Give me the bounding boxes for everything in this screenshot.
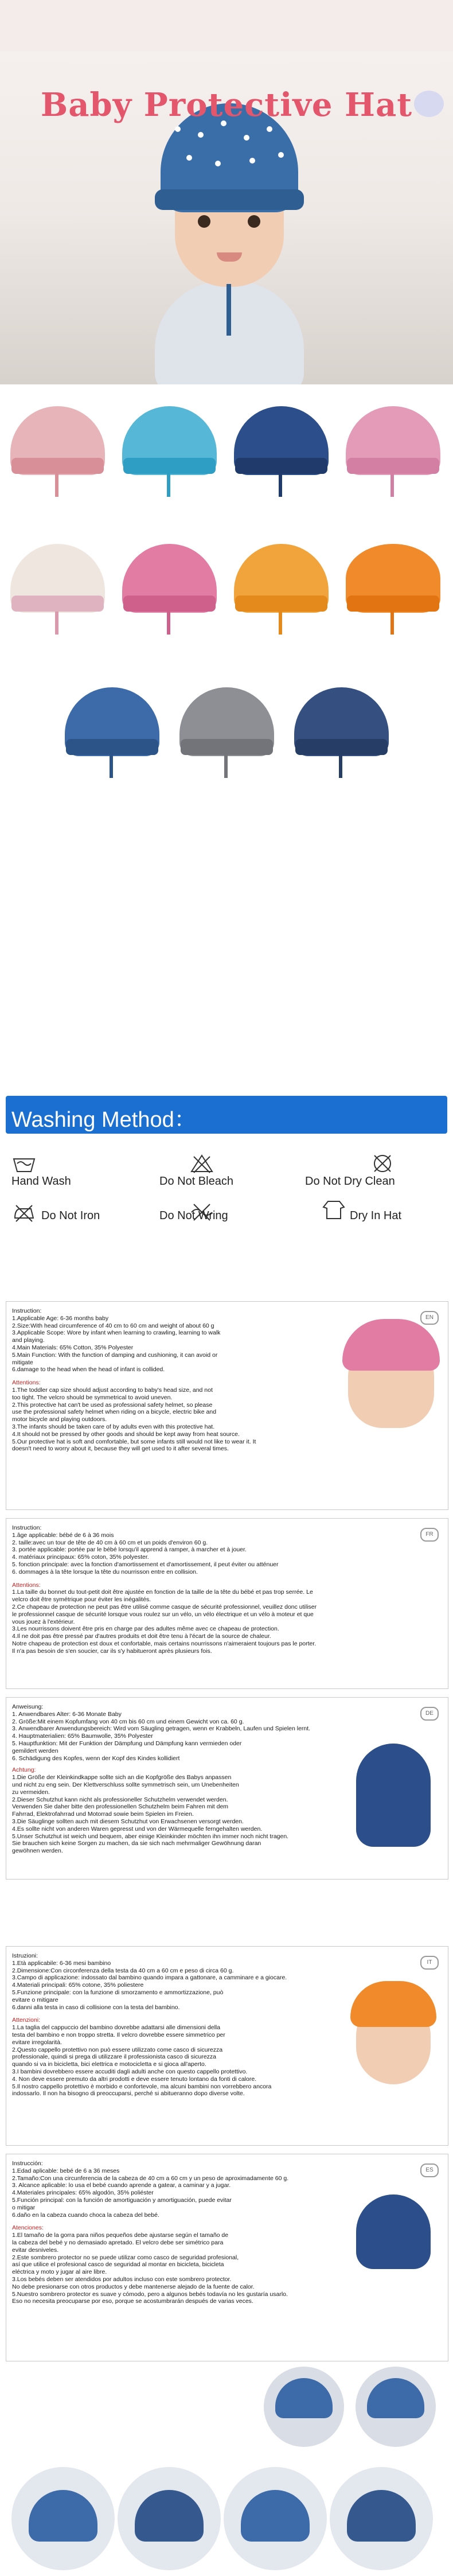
- strap: [167, 612, 170, 635]
- hat-star-pattern: [175, 126, 181, 132]
- lang-badge-fr: FR: [420, 1528, 439, 1542]
- band: [235, 458, 327, 474]
- strap: [390, 474, 394, 497]
- text-line: evitare o mitigare: [12, 1996, 58, 2003]
- instructions-es: [6, 2154, 448, 2361]
- product-pink-polka[interactable]: [340, 396, 446, 502]
- text-line: 2.Dieser Schutzhut kann nicht als professioneller Schutzhelm verwendet werden.: [12, 1796, 228, 1803]
- bottom-photo-2: [118, 2467, 221, 2570]
- text-line: 3.Die Säuglinge sollten auch mit diesem Schutzhut von Erwachsenen versorgt werden.: [12, 1818, 244, 1825]
- hero-sky: [0, 0, 453, 52]
- text-line: gewöhnen werden.: [12, 1847, 63, 1855]
- text-line: 4.Es sollte nicht von anderen Waren gepresst und von der Wärmequelle ferngehalten werden.: [12, 1825, 263, 1832]
- text-line: No debe presionarse con otros productos y debe mantenerse alejado de la fuente de calor.: [12, 2283, 255, 2290]
- text-line: 5. fonction principale: avec la fonction d'amortissement et d'amortissement, il peut éviter ou atténuer: [12, 1561, 279, 1568]
- attention-title: Attentions:: [12, 1379, 41, 1387]
- text-line: 6.damage to the head when the head of infant is collided.: [12, 1366, 165, 1373]
- hat-strap: [226, 284, 231, 336]
- text-line: Eso no necesita preocuparse por eso, porque se acostumbrarán después de varias veces.: [12, 2298, 253, 2305]
- band: [295, 739, 388, 755]
- text-line: 3.Los bebés deben ser atendidos por adultos incluso con este sombrero protector.: [12, 2275, 232, 2283]
- text-line: 5.Unser Schutzhut ist weich und bequem, aber einige Kleinkinder möchten ihn immer noch nicht tragen.: [12, 1832, 289, 1840]
- strap: [279, 612, 282, 635]
- no-iron-icon: [11, 1202, 37, 1223]
- band: [11, 458, 104, 474]
- text-line: 2.Size:With head circumference of 40 cm to 60 cm and weight of about 60 g: [12, 1322, 214, 1329]
- text-line: Verwenden Sie daher bitte den professionellen Schutzhelm beim Fahren mit dem: [12, 1803, 229, 1811]
- text-line: Instrucción:: [12, 2160, 43, 2167]
- text-line: 4. matériaux principaux: 65% coton, 35% polyester.: [12, 1554, 149, 1561]
- instructions-it: [6, 1946, 448, 2146]
- text-line: 5.Función principal: con la función de amortiguación y amortiguación, puede evitar: [12, 2196, 232, 2204]
- text-line: and playing.: [12, 1337, 45, 1344]
- text-line: 1.Die Größe der Kleinkindkappe sollte sich an die Kopfgröße des Babys anpassen: [12, 1774, 232, 1781]
- text-line: Sie brauchen sich keine Sorgen zu machen, da sie sich nach mehrmaliger Gewöhnung daran: [12, 1840, 261, 1847]
- text-line: 1.El tamaño de la gorra para niños pequeños debe ajustarse según el tamaño de: [12, 2232, 229, 2239]
- instructions-es-text: [12, 2160, 288, 2305]
- text-line: 1.Applicable Age: 6-36 months baby: [12, 1314, 109, 1322]
- no-dry-clean-icon: [370, 1153, 395, 1174]
- text-line: 5.Nuestro sombrero protector es suave y cómodo, pero a algunos bebés todavía no les gustaría usarlo.: [12, 2290, 288, 2298]
- wash-label-no-wring: Do Not Wring: [159, 1209, 228, 1222]
- strap: [339, 755, 342, 778]
- text-line: le professionnel casque de sécurité lorsque vous roulez sur un vélo, un vélo électrique et un vélo à moteur et que: [12, 1610, 314, 1618]
- text-line: 3.Les nourrissons doivent être pris en charge par des adultes même avec ce chapeau de protection.: [12, 1625, 279, 1633]
- washing-title: Washing Method：: [11, 1108, 196, 1132]
- text-line: 2. Größe:Mit einem Kopfumfang von 40 cm bis 60 cm und einem Gewicht von ca. 60 g.: [12, 1718, 244, 1725]
- hat: [29, 2490, 97, 2542]
- lang-badge-de: DE: [420, 1707, 439, 1721]
- bottom-photo-1: [11, 2467, 115, 2570]
- text-line: evitare irregolarità.: [12, 2038, 62, 2046]
- text-line: la cabeza del bebé y no demasiado apretado. El velcro debe ser simétrico para: [12, 2239, 224, 2246]
- text-line: Notre chapeau de protection est doux et confortable, mais certains nourrissons n'aimeraient toujours pas le porter.: [12, 1640, 317, 1647]
- instructions-en: [6, 1301, 448, 1510]
- instructions-de: [6, 1697, 448, 1880]
- band: [11, 596, 104, 612]
- band: [181, 739, 273, 755]
- band: [123, 596, 216, 612]
- text-line: 3.I bambini dovrebbero essere accuditi dagli adulti anche con questo cappello protettivo.: [12, 2068, 248, 2075]
- text-line: 2.Dimensione:Con circonferenza della testa da 40 cm a 60 cm e peso di circa 60 g.: [12, 1967, 234, 1974]
- text-line: 1.âge applicable: bébé de 6 à 36 mois: [12, 1531, 114, 1539]
- text-line: und nicht zu eng sein. Der Klettverschluss sollte symmetrisch sein, um Unebenheiten: [12, 1781, 239, 1788]
- text-line: 5.Main Function: With the function of damping and cushioning, it can avoid or: [12, 1351, 218, 1359]
- product-white-pattern[interactable]: [5, 534, 111, 640]
- hat: [135, 2490, 204, 2542]
- wash-label-hand-wash: Hand Wash: [11, 1175, 71, 1188]
- text-line: 1.The toddler cap size should adjust according to baby's head size, and not: [12, 1386, 213, 1394]
- strap: [390, 612, 394, 635]
- attention-title: Atenciones:: [12, 2224, 44, 2232]
- strap: [55, 474, 58, 497]
- text-line: 2.Ce chapeau de protection ne peut pas être utilisé comme casque de sécurité professionnel, veuillez donc utiliser: [12, 1603, 317, 1610]
- text-line: Fahrrad, Elektrofahrrad und Motorrad sowie beim Spielen im Freien.: [12, 1811, 194, 1818]
- text-line: 5.Our protective hat is soft and comfortable, but some infants still would not like to wear it. It: [12, 1438, 256, 1445]
- dry-in-hat-icon: [321, 1199, 346, 1220]
- bottom-photo-4: [330, 2467, 433, 2570]
- text-line: así que utilice el profesional casco de seguridad al montar en bicicleta, bicicleta: [12, 2261, 224, 2268]
- text-line: 3.Campo di applicazione: indossato dal bambino quando impara a gattonare, a camminare e a giocare.: [12, 1974, 287, 1982]
- product-orange-petal[interactable]: [340, 534, 446, 640]
- hat: [275, 2378, 333, 2418]
- strap: [279, 474, 282, 497]
- text-line: Instruction:: [12, 1308, 42, 1314]
- instructions-en-text: [12, 1308, 256, 1453]
- text-line: Istruzioni:: [12, 1952, 38, 1959]
- text-line: 1.Edad aplicable: bebé de 6 a 36 meses: [12, 2167, 120, 2174]
- text-line: professionale, quindi si prega di utilizzare il professionista casco di sicurezza: [12, 2053, 217, 2061]
- band: [347, 596, 439, 612]
- text-line: 4. Hauptmaterialien: 65% Baumwolle, 35% Polyester: [12, 1733, 153, 1740]
- de-baby-photo: [356, 1744, 431, 1847]
- product-pink-hearts[interactable]: [5, 396, 111, 502]
- text-line: doesn't need to worry about it, because they will get used to it after several times.: [12, 1445, 229, 1453]
- text-line: 4.It should not be pressed by other goods and should be kept away from heat source.: [12, 1430, 240, 1438]
- text-line: 3. Alcance aplicable: lo usa el bebé cuando aprende a gatear, a caminar y a jugar.: [12, 2182, 231, 2189]
- lang-badge-es: ES: [420, 2163, 439, 2177]
- text-line: 5.Il nostro cappello protettivo è morbido e confortevole, ma alcuni bambini non vorrebbero ancora: [12, 2083, 272, 2090]
- product-pink-dot[interactable]: [116, 534, 222, 640]
- instructions-fr-text: [12, 1524, 317, 1655]
- strap: [167, 474, 170, 497]
- text-line: 2.Tamaño:Con una circunferencia de la cabeza de 40 cm a 60 cm y un peso de aproximadamente 60 g.: [12, 2174, 289, 2182]
- band: [123, 458, 216, 474]
- product-orange[interactable]: [228, 534, 334, 640]
- text-line: quando si va in bicicletta, bici elettrica e motocicletta e si gioca all'aperto.: [12, 2061, 206, 2068]
- text-line: 6. dommages à la tête lorsque la tête du nourrisson entre en collision.: [12, 1568, 198, 1575]
- text-line: 4.Materiales principales: 65% algodón, 35% poliéster: [12, 2189, 154, 2197]
- page-title: Baby Protective Hat: [40, 86, 413, 124]
- text-line: velcro doit être symétrique pour éviter les inégalités.: [12, 1596, 151, 1604]
- attention-title: Achtung:: [12, 1766, 36, 1774]
- text-line: 2.This protective hat can't be used as professional safety helmet, so please: [12, 1401, 213, 1408]
- baby-eye-right: [248, 215, 260, 228]
- wash-label-dry-in-hat: Dry In Hat: [350, 1209, 402, 1222]
- hat: [347, 2490, 416, 2542]
- text-line: 5.Funzione principale: con la funzione di smorzamento e ammortizzazione, può: [12, 1989, 224, 1996]
- wash-label-no-iron: Do Not Iron: [41, 1209, 100, 1222]
- text-line: o mitigar: [12, 2204, 36, 2211]
- bottom-photo-top-left: [264, 2367, 344, 2447]
- text-line: Il n'a pas besoin de s'en soucier, car ils s'y habitueront après plusieurs fois.: [12, 1647, 212, 1655]
- no-bleach-icon: [189, 1153, 214, 1174]
- text-line: 2.Este sombrero protector no se puede utilizar como casco de seguridad profesional,: [12, 2254, 239, 2261]
- wash-label-no-bleach: Do Not Bleach: [159, 1175, 233, 1188]
- band: [235, 596, 327, 612]
- text-line: 2. taille:avec un tour de tête de 40 cm à 60 cm et un poids d'environ 60 g.: [12, 1539, 208, 1546]
- text-line: motor bicycle and playing outdoors.: [12, 1416, 107, 1423]
- strap: [110, 755, 113, 778]
- text-line: 3.The infants should be taken care of by adults even with this protective hat.: [12, 1423, 215, 1430]
- text-line: use the professional safety helmet when riding on a bicycle, electric bike and: [12, 1408, 217, 1416]
- text-line: 3.Applicable Scope: Wore by infant when learning to crawling, learning to walk: [12, 1329, 221, 1337]
- text-line: indossarlo. Il non ha bisogno di preoccuparsi, perché si abitueranno dopo diverse volte.: [12, 2090, 245, 2098]
- text-line: too tight. The velcro should be symmetrical to avoid uneven.: [12, 1394, 173, 1401]
- product-color-grid: [0, 396, 453, 832]
- text-line: 6.danni alla testa in caso di collisione con la testa del bambino.: [12, 2003, 180, 2011]
- text-line: evitar desniveles.: [12, 2246, 59, 2254]
- text-line: 6. Schädigung des Kopfes, wenn der Kopf des Kindes kollidiert: [12, 1754, 180, 1762]
- product-grey-stars[interactable]: [174, 677, 286, 783]
- hat-band: [155, 189, 304, 210]
- strap: [55, 612, 58, 635]
- baby-eye-left: [198, 215, 210, 228]
- text-line: mitigate: [12, 1359, 33, 1366]
- text-line: 1. Anwendbares Alter: 6-36 Monate Baby: [12, 1710, 122, 1718]
- attention-title: Attenzioni:: [12, 2017, 41, 2024]
- baby-figure: [120, 138, 338, 384]
- text-line: 6.daño en la cabeza cuando choca la cabeza del bebé.: [12, 2211, 159, 2219]
- bottom-photo-top-right: [356, 2367, 436, 2447]
- text-line: 4.Materiali principali: 65% cotone, 35% poliestere: [12, 1982, 144, 1989]
- text-line: Anweisung:: [12, 1703, 44, 1710]
- text-line: 5. Hauptfunktion: Mit der Funktion der Dämpfung und Dämpfung kann vermieden oder: [12, 1740, 242, 1747]
- strap: [224, 755, 228, 778]
- text-line: 1.La taglia del cappuccio del bambino dovrebbe adattarsi alle dimensioni della: [12, 2024, 221, 2032]
- text-line: 4.Il ne doit pas être pressé par d'autres produits et doit être tenu à l'écart de la source de chaleur.: [12, 1633, 271, 1640]
- sheep-mascot-icon: [414, 91, 444, 117]
- instructions-it-text: [12, 1952, 287, 2098]
- band: [66, 739, 158, 755]
- wash-label-no-dry-clean: Do Not Dry Clean: [305, 1175, 395, 1188]
- attention-title: Attentions:: [12, 1581, 41, 1589]
- product-navy-stars[interactable]: [59, 677, 171, 783]
- en-baby-hat: [342, 1319, 440, 1371]
- text-line: 3. portée applicable: portée par le bébé lorsqu'il apprend à ramper, à marcher et à jouer.: [12, 1546, 247, 1554]
- product-navy-dots[interactable]: [288, 677, 400, 783]
- text-line: 1.La taille du bonnet du tout-petit doit être ajustée en fonction de la taille de la tête du bébé et pas trop serrée. Le: [12, 1589, 313, 1596]
- text-line: Instruction:: [12, 1524, 42, 1531]
- text-line: 3. Anwendbarer Anwendungsbereich: Wird vom Säugling getragen, wenn er Krabbeln, Laufen und Spielen lernt.: [12, 1725, 311, 1733]
- text-line: testa del bambino e non troppo stretta. Il velcro dovrebbe essere simmetrico per: [12, 2031, 225, 2038]
- text-line: 2.Questo cappello protettivo non può essere utilizzato come casco di sicurezza: [12, 2046, 223, 2053]
- text-line: vous jouez à l'extérieur.: [12, 1618, 75, 1625]
- text-line: 4. Non deve essere premuto da altri prodotti e deve essere tenuto lontano da fonti di calore.: [12, 2075, 257, 2083]
- text-line: gemildert werden: [12, 1747, 58, 1754]
- instructions-fr: [6, 1518, 448, 1689]
- text-line: zu vermeiden.: [12, 1788, 50, 1796]
- hand-wash-icon: [11, 1153, 37, 1174]
- text-line: 4.Main Materials: 65% Cotton, 35% Polyester: [12, 1344, 134, 1351]
- es-hat-photo: [356, 2194, 431, 2269]
- lang-badge-it: IT: [420, 1956, 439, 1970]
- instructions-de-text: [12, 1703, 310, 1855]
- product-navy-cartoon[interactable]: [228, 396, 334, 502]
- lang-badge-en: EN: [420, 1311, 439, 1325]
- band: [347, 458, 439, 474]
- it-baby-hat: [350, 1981, 436, 2027]
- hero-banner: [0, 0, 453, 384]
- hat: [241, 2490, 310, 2542]
- text-line: eléctrica y moto y jugar al aire libre.: [12, 2268, 107, 2276]
- hat: [367, 2378, 424, 2418]
- product-light-blue[interactable]: [116, 396, 222, 502]
- bottom-photo-3: [224, 2467, 327, 2570]
- text-line: 1.Età applicabile: 6-36 mesi bambino: [12, 1959, 111, 1967]
